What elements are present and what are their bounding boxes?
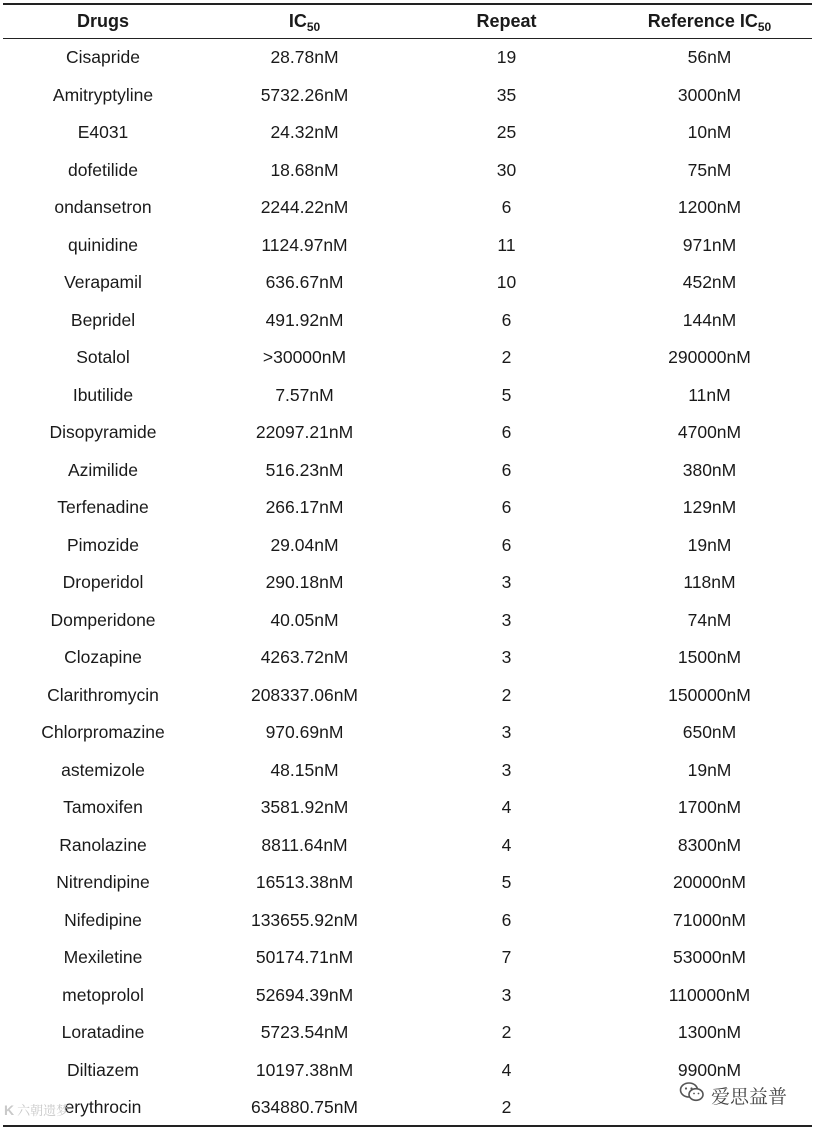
cell-repeat: 5 <box>501 872 512 893</box>
cell-drug: erythrocin <box>64 1097 142 1118</box>
cell-ic50: 266.17nM <box>265 497 344 518</box>
cell-reference-ic50: 1500nM <box>677 647 742 668</box>
table-body <box>3 39 812 1127</box>
cell-reference-ic50: 110000nM <box>668 984 751 1005</box>
cell-reference-ic50: 380nM <box>682 459 737 480</box>
cell-ic50: 970.69nM <box>265 722 344 743</box>
cell-repeat: 3 <box>501 984 512 1005</box>
table-row <box>3 789 812 827</box>
cell-drug: Bepridel <box>70 309 136 330</box>
table-row <box>3 377 812 415</box>
cell-reference-ic50: 650nM <box>682 722 737 743</box>
cell-drug: Loratadine <box>61 1022 145 1043</box>
cell-repeat: 35 <box>496 84 517 105</box>
cell-drug: metoprolol <box>62 984 144 1005</box>
cell-repeat: 2 <box>501 347 512 368</box>
cell-repeat: 6 <box>501 422 512 443</box>
cell-repeat: 10 <box>496 272 517 293</box>
table-row <box>3 827 812 865</box>
cell-ic50: 28.78nM <box>270 47 339 68</box>
cell-drug: Amitryptyline <box>52 84 154 105</box>
cell-ic50: 40.05nM <box>270 609 339 630</box>
cell-repeat: 25 <box>496 122 517 143</box>
cell-repeat: 3 <box>501 609 512 630</box>
cell-repeat: 2 <box>501 684 512 705</box>
table-row <box>3 939 812 977</box>
cell-repeat: 6 <box>501 534 512 555</box>
cell-drug: E4031 <box>77 122 129 143</box>
table-row <box>3 302 812 340</box>
cell-reference-ic50: 56nM <box>687 47 732 68</box>
cell-drug: ondansetron <box>54 197 152 218</box>
cell-ic50: 208337.06nM <box>250 684 359 705</box>
header-reference-ic50: Reference $IC_{50}$ <box>647 11 772 34</box>
cell-ic50: 2244.22nM <box>260 197 349 218</box>
table-row <box>3 602 812 640</box>
table-row <box>3 452 812 490</box>
right-watermark <box>677 1081 789 1109</box>
cell-reference-ic50: 118nM <box>683 572 736 593</box>
cell-ic50: 634880.75nM <box>250 1097 359 1118</box>
table-row <box>3 752 812 790</box>
table-row <box>3 227 812 265</box>
cell-drug: Tamoxifen <box>63 797 143 818</box>
cell-ic50: 491.92nM <box>265 309 344 330</box>
cell-drug: astemizole <box>61 759 145 780</box>
cell-ic50: 133655.92nM <box>250 909 359 930</box>
table-row <box>3 152 812 190</box>
cell-reference-ic50: 19nM <box>687 534 732 555</box>
table-row <box>3 714 812 752</box>
cell-ic50: 16513.38nM <box>255 872 354 893</box>
cell-reference-ic50: 8300nM <box>677 834 742 855</box>
cell-drug: Disopyramide <box>49 422 157 443</box>
cell-drug: Chlorpromazine <box>41 722 165 743</box>
table-row <box>3 864 812 902</box>
cell-repeat: 6 <box>501 309 512 330</box>
cell-drug: Terfenadine <box>57 497 149 518</box>
cell-ic50: 5732.26nM <box>260 84 349 105</box>
wechat-icon <box>679 1081 705 1109</box>
left-watermark <box>4 1100 69 1119</box>
cell-ic50: 48.15nM <box>270 759 339 780</box>
cell-ic50: 18.68nM <box>270 159 339 180</box>
table-row <box>3 77 812 115</box>
cell-reference-ic50: 53000nM <box>673 947 746 968</box>
cell-reference-ic50: 11nM <box>688 384 731 405</box>
table-row <box>3 264 812 302</box>
table-row <box>3 527 812 565</box>
cell-repeat: 3 <box>501 759 512 780</box>
cell-repeat: 4 <box>501 1059 512 1080</box>
cell-drug: dofetilide <box>67 159 139 180</box>
table-row <box>3 1014 812 1052</box>
cell-drug: Azimilide <box>67 459 139 480</box>
table-row <box>3 189 812 227</box>
cell-reference-ic50: 1300nM <box>677 1022 742 1043</box>
table-row <box>3 564 812 602</box>
cell-ic50: 516.23nM <box>265 459 344 480</box>
cell-repeat: 6 <box>501 459 512 480</box>
cell-repeat: 4 <box>501 797 512 818</box>
watermark-right-text: 爱思益普 <box>710 1086 787 1108</box>
cell-ic50: 636.67nM <box>265 272 344 293</box>
cell-repeat: 3 <box>501 722 512 743</box>
cell-drug: Droperidol <box>62 572 144 593</box>
cell-reference-ic50: 10nM <box>687 122 732 143</box>
header-repeat: Repeat <box>476 11 537 31</box>
header-ic50: $IC_{50}$ <box>288 11 321 34</box>
cell-repeat: 7 <box>501 947 512 968</box>
cell-ic50: 52694.39nM <box>255 984 354 1005</box>
table-row <box>3 489 812 527</box>
cell-repeat: 6 <box>501 197 512 218</box>
table-row <box>3 114 812 152</box>
cell-ic50: 290.18nM <box>265 572 344 593</box>
cell-drug: quinidine <box>67 234 139 255</box>
cell-drug: Clozapine <box>64 647 142 668</box>
cell-drug: Pimozide <box>67 534 139 555</box>
cell-drug: Clarithromycin <box>47 684 159 705</box>
table-bottom-rule <box>3 1125 812 1127</box>
cell-reference-ic50: 290000nM <box>668 347 751 368</box>
cell-repeat: 2 <box>501 1022 512 1043</box>
table-header-row <box>3 5 812 38</box>
cell-reference-ic50: 150000nM <box>668 684 751 705</box>
cell-ic50: 8811.64nM <box>261 834 348 855</box>
cell-ic50: 3581.92nM <box>260 797 349 818</box>
cell-reference-ic50: 452nM <box>682 272 737 293</box>
cell-repeat: 6 <box>501 909 512 930</box>
cell-drug: Nitrendipine <box>56 872 150 893</box>
cell-reference-ic50: 4700nM <box>677 422 742 443</box>
cell-ic50: 50174.71nM <box>255 947 354 968</box>
table-row <box>3 977 812 1015</box>
watermark-left-text: 六朝遗梦 <box>17 1103 70 1118</box>
cell-repeat: 2 <box>501 1097 512 1118</box>
cell-ic50: 1124.97nM <box>261 234 348 255</box>
cell-repeat: 5 <box>501 384 512 405</box>
cell-drug: Nifedipine <box>64 909 142 930</box>
cell-ic50: 22097.21nM <box>255 422 354 443</box>
cell-reference-ic50: 1700nM <box>677 797 742 818</box>
cell-reference-ic50: 9900nM <box>677 1059 742 1080</box>
table-row <box>3 39 812 77</box>
cell-reference-ic50: 20000nM <box>673 872 746 893</box>
cell-ic50: 29.04nM <box>270 534 339 555</box>
cell-ic50: 10197.38nM <box>255 1059 354 1080</box>
cell-reference-ic50: 19nM <box>687 759 732 780</box>
cell-ic50: >30000nM <box>262 347 347 368</box>
cell-ic50: 5723.54nM <box>260 1022 349 1043</box>
header-drugs: Drugs <box>76 11 129 31</box>
cell-drug: Sotalol <box>76 347 130 368</box>
cell-drug: Cisapride <box>66 47 140 68</box>
cell-drug: Ranolazine <box>59 834 147 855</box>
table-row <box>3 902 812 940</box>
watermark-logo: K <box>4 1101 14 1118</box>
cell-drug: Diltiazem <box>67 1059 139 1080</box>
cell-reference-ic50: 1200nM <box>677 197 742 218</box>
cell-repeat: 3 <box>501 572 512 593</box>
cell-repeat: 19 <box>496 47 517 68</box>
cell-ic50: 4263.72nM <box>260 647 349 668</box>
cell-ic50: 7.57nM <box>275 384 334 405</box>
cell-drug: Mexiletine <box>63 947 143 968</box>
cell-repeat: 11 <box>497 234 516 255</box>
table-row <box>3 339 812 377</box>
cell-reference-ic50: 75nM <box>687 159 732 180</box>
table-row <box>3 639 812 677</box>
cell-repeat: 6 <box>501 497 512 518</box>
cell-repeat: 4 <box>501 834 512 855</box>
cell-repeat: 3 <box>501 647 512 668</box>
cell-reference-ic50: 3000nM <box>677 84 742 105</box>
cell-repeat: 30 <box>496 159 517 180</box>
cell-reference-ic50: 971nM <box>682 234 737 255</box>
table-row <box>3 414 812 452</box>
cell-drug: Domperidone <box>50 609 156 630</box>
cell-reference-ic50: 71000nM <box>673 909 746 930</box>
cell-reference-ic50: 74nM <box>687 609 732 630</box>
cell-drug: Ibutilide <box>72 384 134 405</box>
table-row <box>3 677 812 715</box>
cell-ic50: 24.32nM <box>270 122 339 143</box>
cell-reference-ic50: 144nM <box>682 309 737 330</box>
cell-reference-ic50: 129nM <box>682 497 737 518</box>
cell-drug: Verapamil <box>64 272 142 293</box>
